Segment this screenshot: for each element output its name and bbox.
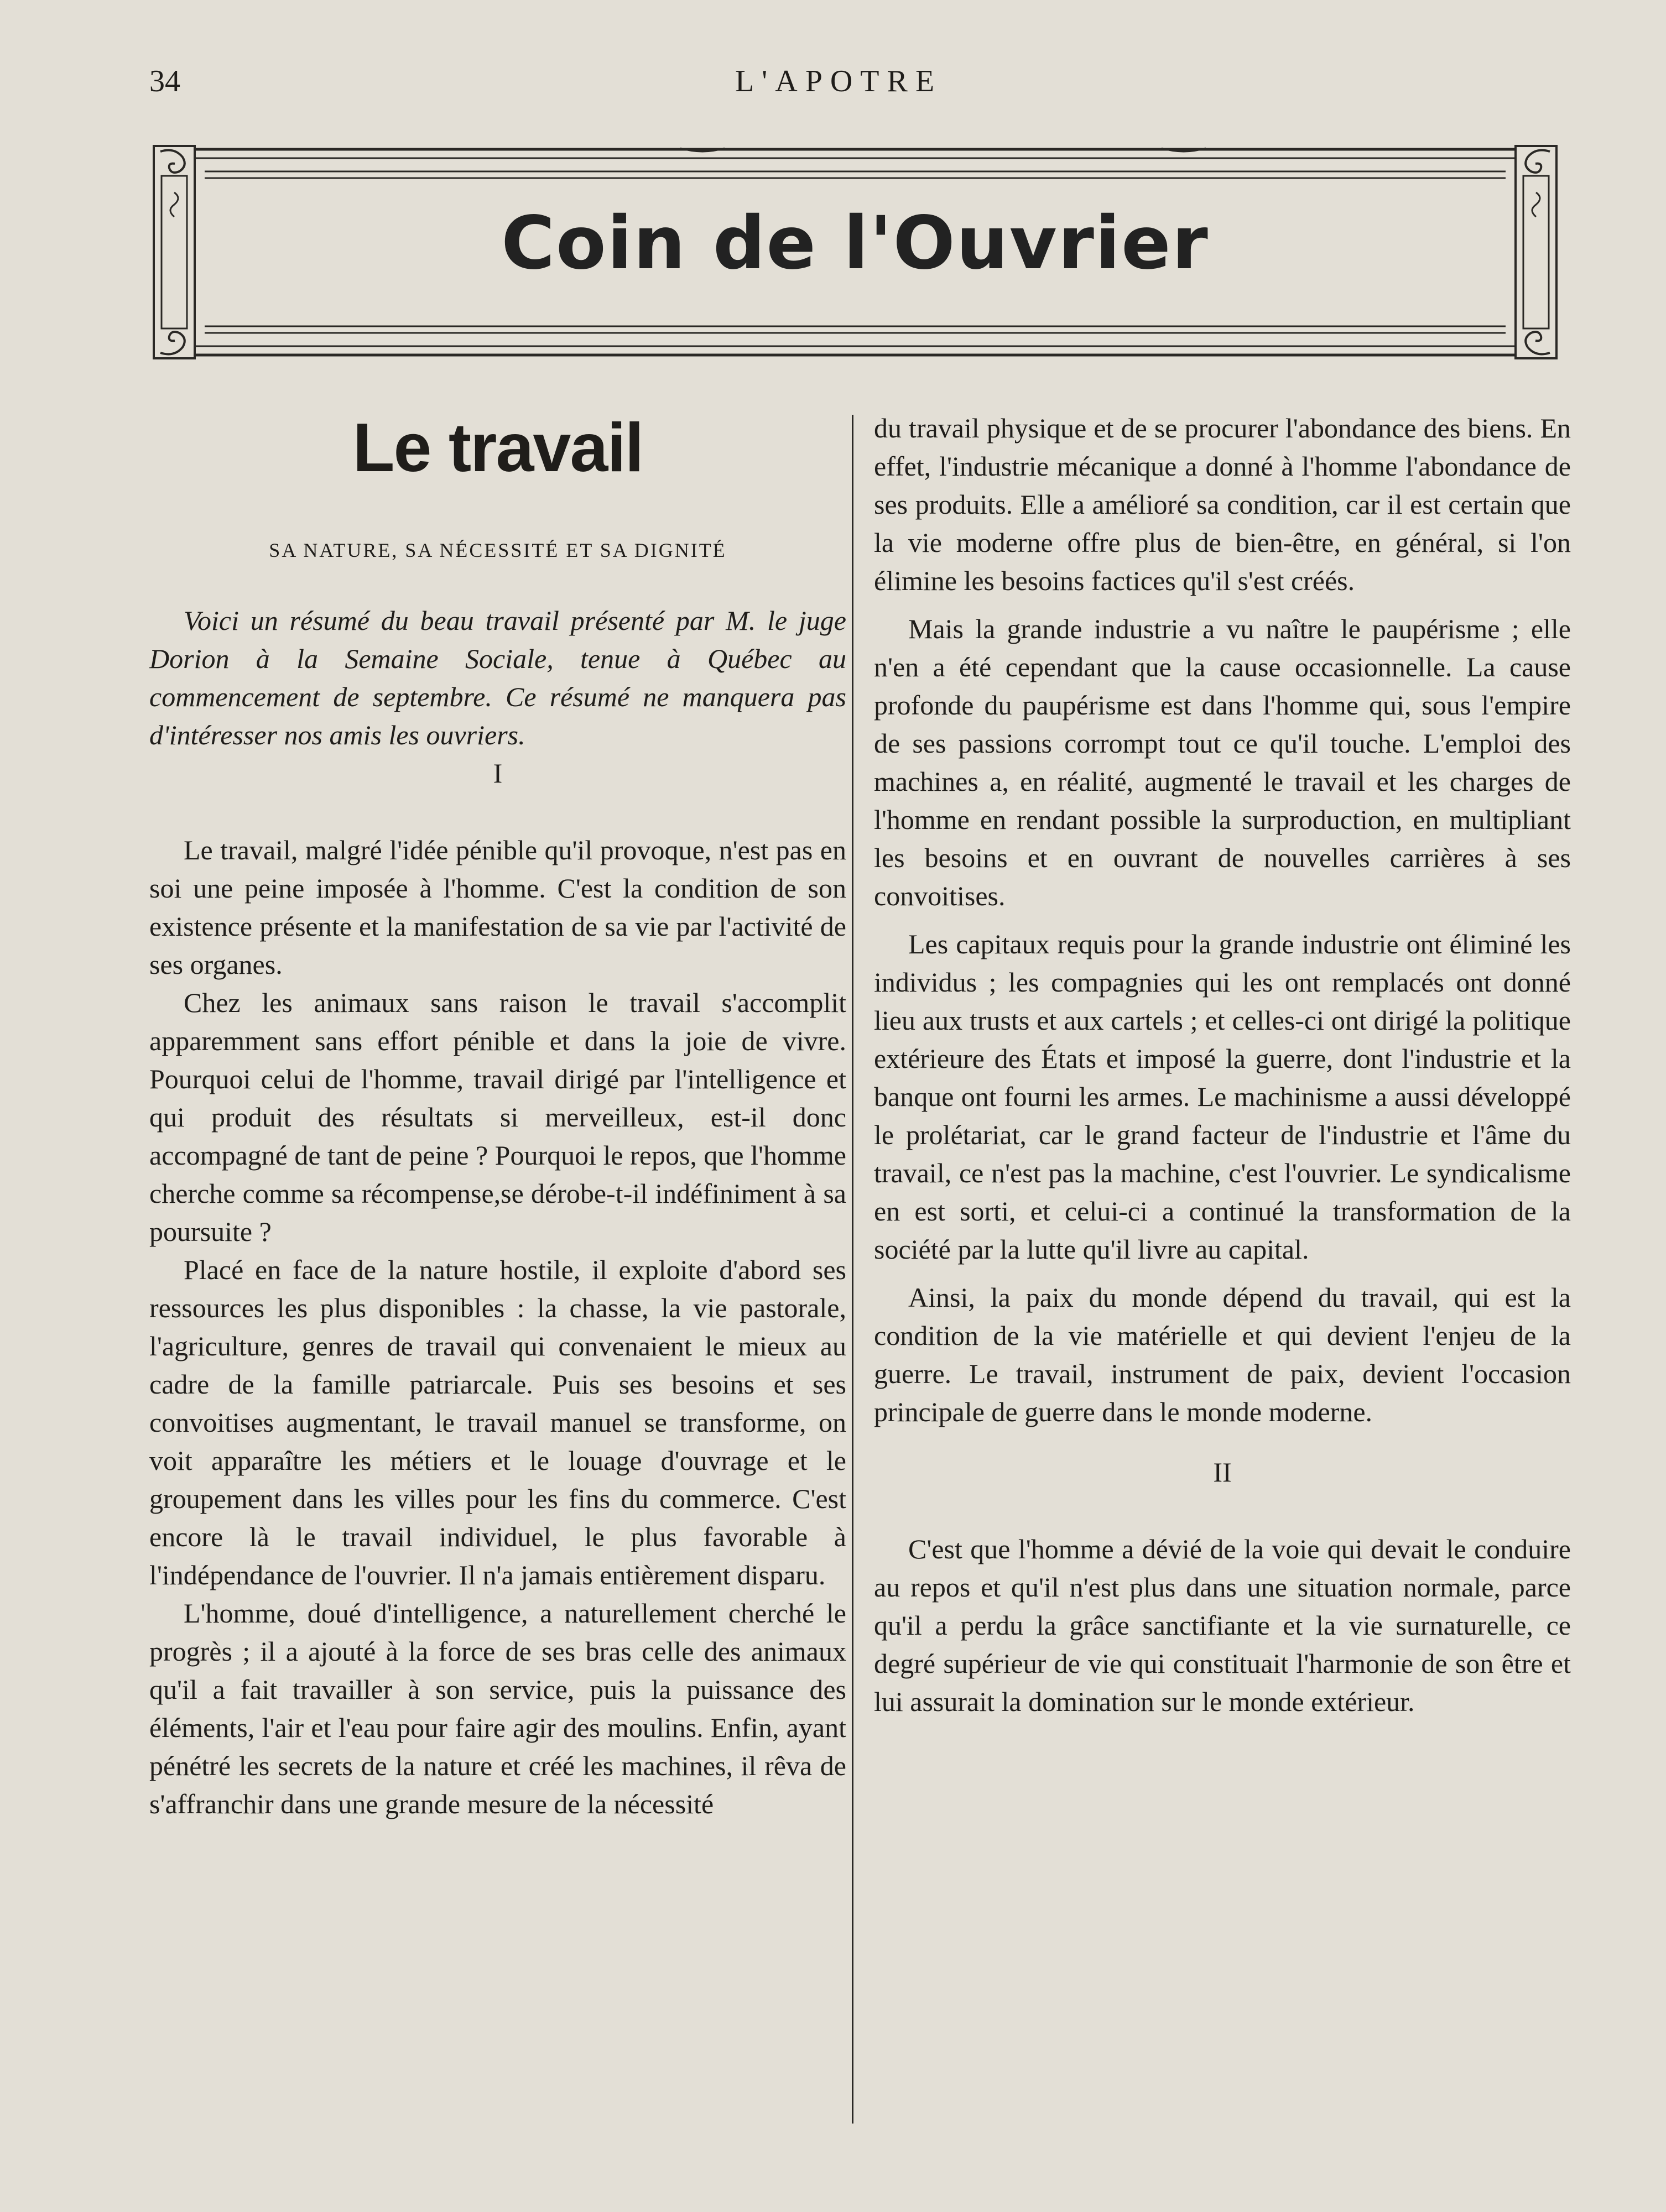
- paragraph: du travail physique et de se procurer l'abondance des biens. En effet, l'industrie mécanique a donné à l'homme l'abondance de ses produits. Elle a amélioré sa condition, car il est certain que la vie moderne offre plus de bien-être, en général, si l'on élimine les besoins factices qu'il s'est créés.: [874, 413, 1571, 596]
- paragraph: C'est que l'homme a dévié de la voie qui devait le conduire au repos et qu'il n'est plus dans une situation normale, parce qu'il a perdu la grâce sanctifiante et la vie surnaturelle, ce degré supérieur de vie qui constituait l'harmonie de son être et lui assurait la domination sur le monde extérieur.: [874, 1533, 1571, 1717]
- article-title: Le travail: [352, 410, 643, 486]
- section-numeral-1: I: [493, 758, 503, 789]
- running-header: [149, 64, 1528, 108]
- section-numeral-2: II: [1213, 1457, 1232, 1488]
- left-column: [149, 409, 846, 1823]
- journal-title: L'APOTRE: [735, 64, 943, 98]
- banner-title: Coin de l'Ouvrier: [501, 201, 1209, 286]
- paragraph: Placé en face de la nature hostile, il exploite d'abord ses ressources les plus disponibles : la chasse, la vie pastorale, l'agriculture, genres de travail qui convenaient le mieux au cadre de la famille patriarcale. Puis ses besoins et ses convoitises augmentant, le travail manuel se transforme, on voit apparaître les métiers et le louage d'ouvrage et le groupement dans les villes pour les fins du commerce. C'est encore là le travail individuel, le plus favorable à l'indépendance de l'ouvrier. Il n'a jamais entièrement disparu.: [149, 1254, 846, 1590]
- paragraph: Les capitaux requis pour la grande industrie ont éliminé les individus ; les compagnies qui les ont remplacés ont donné lieu aux trusts et aux cartels ; et celles-ci ont dirigé la politique extérieure des États et imposé la guerre, dont l'industrie et la banque ont fourni les armes. Le machinisme a aussi développé le prolétariat, car le grand facteur de l'industrie et l'âme du travail, ce n'est pas la machine, c'est l'ouvrier. Le syndicalisme en est sorti, et celui-ci a continué la transformation de la société par la lutte qu'il livre au capital.: [874, 928, 1571, 1265]
- article-intro: Voici un résumé du beau travail présenté par M. le juge Dorion à la Semaine Sociale, tenue à Québec au commencement de septembre. Ce résumé ne manquera pas d'intéresser nos amis les ouvriers.: [149, 605, 846, 750]
- section-banner: [149, 143, 1561, 375]
- paragraph: L'homme, doué d'intelligence, a naturellement cherché le progrès ; il a ajouté à la force de ses bras celle des animaux qu'il a fait travailler à son service, puis la puissance des éléments, l'air et l'eau pour faire agir des moulins. Enfin, ayant pénétré les secrets de la nature et créé les machines, il rêva de s'affranchir dans une grande mesure de la nécessité: [149, 1598, 846, 1819]
- paragraph: Mais la grande industrie a vu naître le paupérisme ; elle n'en a été cependant que la cause occasionnelle. La cause profonde du paupérisme est dans l'homme qui, sous l'empire de ses passions corrompt tout ce qu'il touche. L'emploi des machines a, en réalité, augmenté le travail et les charges de l'homme en rendant possible la surproduction, en multipliant les besoins et en ouvrant de nouvelles carrières à ses convoitises.: [874, 613, 1571, 911]
- page-number: 34: [149, 64, 180, 98]
- paragraph: Chez les animaux sans raison le travail s'accomplit apparemment sans effort pénible et dans la joie de vivre. Pourquoi celui de l'homme, travail dirigé par l'intelligence et qui produit des résultats si merveilleux, est-il donc accompagné de tant de peine ? Pourquoi le repos, que l'homme cherche comme sa récompense,se dérobe-t-il indéfiniment à sa poursuite ?: [149, 987, 846, 1247]
- paragraph: Ainsi, la paix du monde dépend du travail, qui est la condition de la vie matérielle et qui devient l'enjeu de la guerre. Le travail, instrument de paix, devient l'occasion principale de guerre dans le monde moderne.: [874, 1282, 1571, 1427]
- article-subtitle: SA NATURE, SA NÉCESSITÉ ET SA DIGNITÉ: [269, 539, 727, 561]
- right-column: [874, 409, 1571, 1721]
- column-divider: [852, 415, 853, 2124]
- paragraph: Le travail, malgré l'idée pénible qu'il provoque, n'est pas en soi une peine imposée à l'homme. C'est la condition de son existence présente et la manifestation de sa vie par l'activité de ses organes.: [149, 834, 846, 980]
